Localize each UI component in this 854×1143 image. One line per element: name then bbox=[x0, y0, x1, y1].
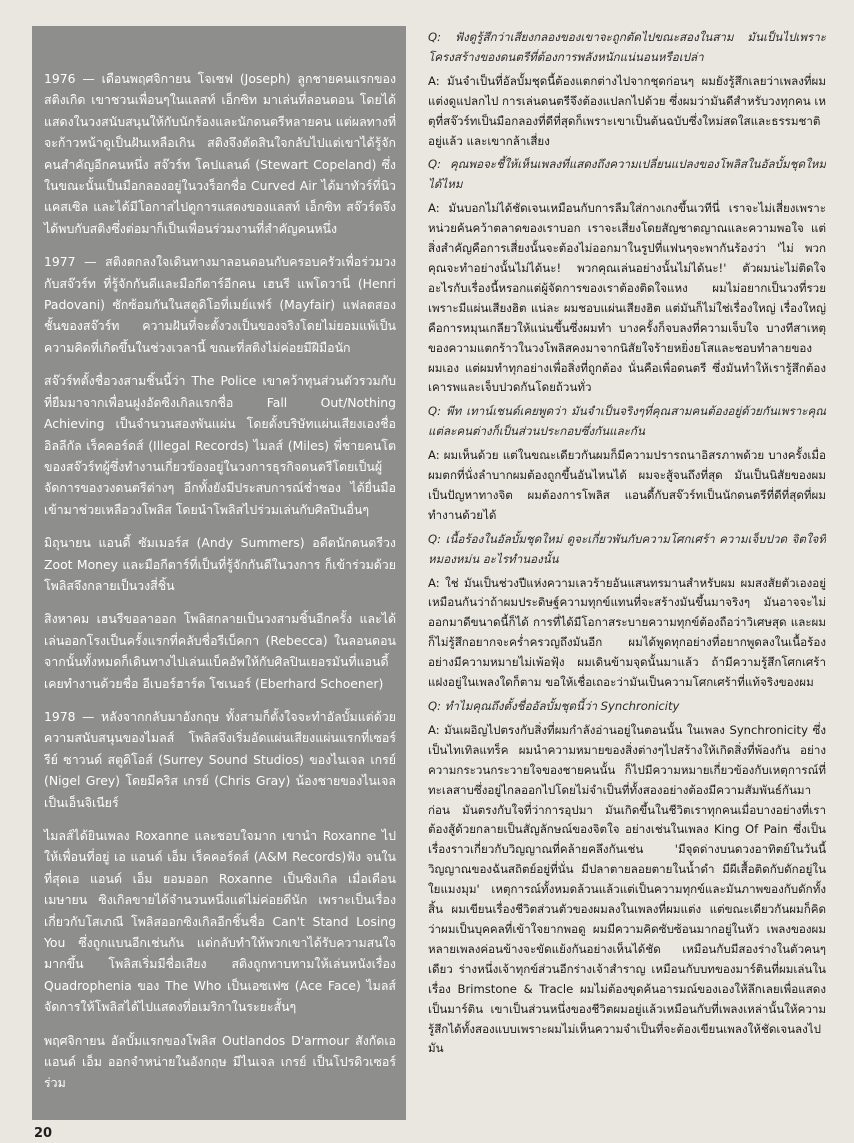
timeline-column bbox=[32, 26, 406, 1120]
interview-question: Q: ฟังดูรู้สึกว่าเสียงกลองของเขาจะถูกตัดไปขณะสองในสาม มันเป็นไปเพราะโครงสร้างของดนตรีที่ต้องการพลังหนักแน่นอนหรือเปล่า bbox=[428, 30, 826, 64]
timeline-paragraph: พฤศจิกายน อัลบั้มแรกของโพลิส Outlandos D'armour สังกัดเอ แอนด์ เอ็ม ออกจำหน่ายในอังกฤษ มีไนเจล เกรย์ เป็นโปรดิวเซอร์ร่วม bbox=[44, 1032, 396, 1091]
timeline-paragraph: มิถุนายน แอนดี้ ซัมเมอร์ส (Andy Summers) อดีตนักดนตรีวง Zoot Money และมือกีตาร์ที่เป็นที่รู้จักกันดีในวงการ ก็เข้าร่วมด้วย โพลิสจึงกลายเป็นวงสี่ชิ้น bbox=[44, 535, 396, 593]
timeline-paragraph: ไมลส์ได้ยินเพลง Roxanne และชอบใจมาก เขานำ Roxanne ไปให้เพื่อนที่อยู่ เอ แอนด์ เอ็ม เร็คคอร์ดส์ (A&M Records)ฟัง จนในที่สุดเอ แอนด์ เอ็ม ยอมออก Roxanne เป็นซิงเกิล เมื่อเดือนเมษายน ซิงเกิลขายได้จำนวนหนึ่งแต่ไม่ค่อยดีนัก เพราะเป็นเรื่องเกี่ยวกับโสเภณี โพลิสออกซิงเกิลอีกชิ้นชื่อ Can't Stand Losing You ซึ่งถูกแบนอีกเช่นกัน แต่กลับทำให้พวกเขาได้รับความสนใจมากขึ้น โพลิสเริ่มมีชื่อเสียง สติงถูกทาบทามให้เล่นหนังเรื่อง Quadrophenia ของ The Who เป็นเอซเฟซ (Ace Face) ไมลส์จัดการให้โพลิสได้ไปแสดงที่อเมริกาในระยะสั้นๆ bbox=[44, 828, 396, 1015]
interview-answer: A: ผมเห็นด้วย แต่ในขณะเดียวกันผมก็มีความปรารถนาอิสรภาพด้วย บางครั้งเมื่อผมตกที่นั่งลำบากผมต้องถูกขึ้นอันไหนได้ ผมจะสู้จนถึงที่สุด มันเป็นนิสัยของผม เป็นปัญหาทางจิต ผมต้องการโพลิส แอนดี้กับสจ๊วร์ทเป็นนักดนตรีที่ดีที่สุดที่ผมทำงานด้วยได้ bbox=[428, 448, 826, 522]
timeline-paragraph: 1978 — หลังจากกลับมาอังกฤษ ทั้งสามก็ตั้งใจจะทำอัลบั้มแต่ด้วยความสนับสนุนของไมลส์ โพลิสจึงเริ่มอัดแผ่นเสียงแผ่นแรกที่เซอร์รีย์ ซาวนด์ สตูดิโอส์ (Surrey Sound Studios) ของไนเจล เกรย์ (Nigel Grey) โดยมีคริส เกรย์ (Chris Gray) น้องชายของไนเจลเป็นเอ็นจิเนียร์ bbox=[44, 708, 396, 810]
timeline-paragraph: 1977 — สติงตกลงใจเดินทางมาลอนดอนกับครอบครัวเพื่อร่วมวงกับสจ๊วร์ท ที่รู้จักกันดีและมือกีตาร์อีกคน เฮนรี แพโดวานี่ (Henri Padovani) ซักซ้อมกันในสตูดิโอที่เมย์แฟร์ (Mayfair) แฟลตสองชั้นของสจ๊วร์ท ความฝันที่จะตั้งวงเป็นของจริงโดยไม่ยอมแพ้เป็นความคิดที่เกิดขึ้นในช่วงเวลานี้ ขณะที่สติงไม่ค่อยมีฝีมือนัก bbox=[44, 254, 396, 355]
page-number: 20 bbox=[34, 1126, 53, 1141]
timeline-paragraph: สจ๊วร์ทตั้งชื่อวงสามชิ้นนี้ว่า The Police เขาคว้าทุนส่วนตัวรวมกับที่ยืมมาจากเพื่อนฝูงอัดซิงเกิลแรกชื่อ Fall Out/Nothing Achieving เป็นจำนวนสองพันแผ่น โดยตั้งบริษัทแผ่นเสียงเองชื่ออิลลีกัล เร็คคอร์ดส์ (Illegal Records) ไมลส์ (Miles) พี่ชายคนโตของสจ๊วร์ทผู้ซึ่งทำงานเกี่ยวข้องอยู่ในวงการธุรกิจดนตรีโดยเป็นผู้จัดการของวงดนตรีต่างๆ อีกทั้งยังมีประสบการณ์ช่ำชอง ได้ยื่นมือเข้ามาช่วยเหลือวงโพลิส โดยนำโพลิสไปร่วมเล่นกับศิลปินอื่นๆ bbox=[44, 373, 396, 517]
interview-answer: A: มันเผอิญไปตรงกับสิ่งที่ผมกำลังอ่านอยู่ในตอนนั้น ในเพลง Synchronicity ซึ่งเป็นไทเทิลแทร็ค ผมนำความหมายของสิ่งต่างๆไปสร้างให้เกิดสิ่งที่พ้องกัน อย่างความกระวนกระวายใจของชายคนนั้น ก็ไปมีความหมายเกี่ยวข้องกับเหตุการณ์ที่ทะเลสาบซึ่งอยู่ไกลออกไปโดยไม่จำเป็นที่ทั้งสองอย่างต้องมีความสัมพันธ์กันมาก่อน มันตรงกับใจที่ว่าการอุปมา มันเกิดขึ้นในชีวิตเราทุกคนเมื่อบางอย่างที่เราต้องสู้ด้วยกลายเป็นสัญลักษณ์ของจิตใจ อย่างเช่นในเพลง King Of Pain ซึ่งเป็นเรื่องราวเกี่ยวกับวิญญาณที่คล้ายคลึงกันเช่น 'มีจุดด่างบนดวงอาทิตย์ในวันนี้ วิญญาณของฉันสถิตย์อยู่ที่นั่น มีปลาตายลอยตายในน้ำดำ มีผีเสื้อติดกับดักอยู่ในใยแมงมุม' เหตุการณ์ทั้งหมดล้วนแล้วแต่เป็นความทุกข์และมันภาพของกับดักทั้งสิ้น ผมเขียนเรื่องชีวิตส่วนตัวของผมลงในเพลงที่ผมแต่ง แต่ขณะเดียวกันผมก็คิดว่าผมเป็นบุคคลที่เข้าใจยากพอดู ผมมีความคิดซับซ้อนมากอยู่ในหัว เพลงของผมหลายเพลงค่อนข้างจะขัดแย้งกันอย่างเห็นได้ชัด เหมือนกับมีสองร่างในตัวคนๆเดียว ร่างหนึ่งเจ้าทุกข์ส่วนอีกร่างเจ้าสำราญ เหมือนกับบทของมาร์ตินที่ผมเล่นในเรื่อง Brimstone & Tracle ผมไม่ต้องขุดค้นอารมณ์ของเองให้ลึกเลยเพื่อแสดงเป็นมาร์ติน เขาเป็นส่วนหนึ่งของชีวิตผมอยู่แล้วเหมือนกับที่เพลงเหล่านั้นให้ความรู้สึกได้ทั้งสองแบบเพราะผมไม่เห็นความจำเป็นที่จะต้องเขียนเพลงให้ชัดเจนลงไป มัน bbox=[428, 722, 826, 1056]
interview-question: Q: คุณพอจะชี้ให้เห็นเพลงที่แสดงถึงความเปลี่ยนแปลงของโพลิสในอัลบั้มชุดใหม่ได้ไหม bbox=[428, 157, 826, 192]
interview-question: Q: พีท เทาน์เชนด์เคยพูดว่า มันจำเป็นจริงๆที่คุณสามคนต้องอยู่ด้วยกันเพราะคุณแต่ละคนต่างก็เป็นส่วนประกอบซึ่งกันและกัน bbox=[428, 404, 826, 439]
interview-column bbox=[428, 28, 826, 1118]
timeline-paragraph: 1976 — เดือนพฤศจิกายน โจเซฟ (Joseph) ลูกชายคนแรกของสติงเกิด เขาชวนเพื่อนๆในแลสท์ เอ็กซิท มาเล่นที่ลอนดอน โดยได้แสดงในวงสนับสนุนให้กับนักร้องและนักดนตรีหลายคน แต่ผลทางที่จะก้าวหน้าดูเป็นฝันเหลือเกิน สติงจึงตัดสินใจกลับไปแต่เขาได้รู้จักคนสำคัญอีกคนหนึ่ง สจ๊วร์ท โคปแลนด์ (Stewart Copeland) ซึ่งในขณะนั้นเป็นมือกลองอยู่ในวงร็อกชื่อ Curved Air ได้มาทัวร์ที่นิวแคสเซิล และได้มีโอกาสไปดูการแสดงของแลสท์ เอ็กซิท สจ๊วร์ตจึงได้พบกับสติงซึ่งต่อมาก็เป็นเพื่อนร่วมงานที่สำคัญคนหนึ่ง bbox=[44, 71, 396, 236]
interview-answer: A: มันจำเป็นที่อัลบั้มชุดนี้ต้องแตกต่างไปจากชุดก่อนๆ ผมยังรู้สึกเลยว่าเพลงที่ผมแต่งดูแปลกไป การเล่นดนตรีจึงต้องแปลกไปด้วย ซึ่งผมว่ามันดีสำหรับวงทุกคน เหตุที่สจ๊วร์ทเป็นมือกลองที่ดีที่สุดก็เพราะเขาเป็นต้นฉบับซึ่งใหม่สดใสและธรรมชาติอยู่แล้ว และเขากล้าเสี่ยง bbox=[428, 73, 826, 148]
interview-question: Q: เนื้อร้องในอัลบั้มชุดใหม่ ดูจะเกี่ยวพันกับความโศกเศร้า ความเจ็บปวด จิตใจที่หมองหม่น อะไรทำนองนั้น bbox=[428, 531, 826, 566]
interview-answer: A: มันบอกไม่ได้ชัดเจนเหมือนกับการลืมใส่กางเกงขึ้นเวทีนี่ เราจะไม่เสี่ยงเพราะหน่วยค้นคว้าตลาดของเราบอก เราจะเสี่ยงโดยสัญชาตญาณและความพอใจ แต่สิ่งสำคัญคือการเสี่ยงนั้นจะต้องไม่ออกมาในรูปที่แฟนๆจะพากันร้องว่า 'ไม่ พวกคุณจะทำอย่างนั้นไม่ได้นะ! พวกคุณเล่นอย่างนั้นไม่ได้นะ!' ตัวผมน่ะไม่ติดใจอะไรกับเรื่องนี้หรอกแต่ผู้จัดการของเราต้องติดใจแหง ผมไม่อยากเป็นวงที่รวยเพราะมีแผ่นเสียงฮิต แน่ละ ผมชอบแผ่นเสียงฮิต แต่มันก็ไม่ใช่เรื่องใหญ่ เรื่องใหญ่คือการหมุนเกลียวให้แน่นขึ้นซึ่งผมทำ บางครั้งก็จบลงที่ความเจ็บใจ บางทีสาเหตุของความแตกร้าวในวงโพลิสคงมาจากนิสัยใจร้ายหยิ่งยโสและชอบทำลายของผมเอง แต่ผมทำทุกอย่างเพื่อสิ่งที่ถูกต้อง นั่นคือเพื่อดนตรี ซึ่งมันทำให้เรารู้สึกต้องเคารพและเจ็บปวดกันโดยถ้วนทั่ว bbox=[428, 201, 826, 395]
timeline-paragraph: สิงหาคม เฮนรีขอลาออก โพลิสกลายเป็นวงสามชิ้นอีกครั้ง และได้เล่นออกโรงเป็นครั้งแรกที่คลับชื่อรีเบ็คกา (Rebecca) ในลอนดอน จากนั้นทั้งหมดก็เดินทางไปเล่นแบ็คอัพให้กับศิลปินเยอรมันที่แอนดี้เคยทำงานด้วยชื่อ อีเบอร์ฮาร์ต โชเนอร์ (Eberhard Schoener) bbox=[44, 611, 396, 691]
interview-question: Q: ทำไมคุณถึงตั้งชื่ออัลบั้มชุดนี้ว่า Synchronicity bbox=[428, 699, 680, 713]
interview-answer: A: ใช่ มันเป็นช่วงปีแห่งความเลวร้ายอันแสนทรมานสำหรับผม ผมสงสัยตัวเองอยู่เหมือนกันว่าถ้าผมประดิษฐ์ความทุกข์แทนที่จะสร้างมันขึ้นมาจริงๆ มันอาจจะไม่ออกมาดีขนาดนี้ก็ได้ การที่ได้มีโอกาสระบายความทุกข์ต้องถือว่าวิเศษสุด และผมก็ไม่รู้สึกอยากจะคร่ำครวญถึงมันอีก ผมได้พูดทุกอย่างที่อยากพูดลงในเนื้อร้องอย่างมีความหมายไม่เพ้อฟุ้ง ผมเดินข้ามจุดนั้นมาแล้ว ถ้ามีความรู้สึกโศกเศร้าแฝงอยู่ในเพลงใดก็ตาม ขอให้เชื่อเถอะว่ามันเป็นความโศกเศร้าที่แท้จริงของผม bbox=[428, 575, 826, 690]
